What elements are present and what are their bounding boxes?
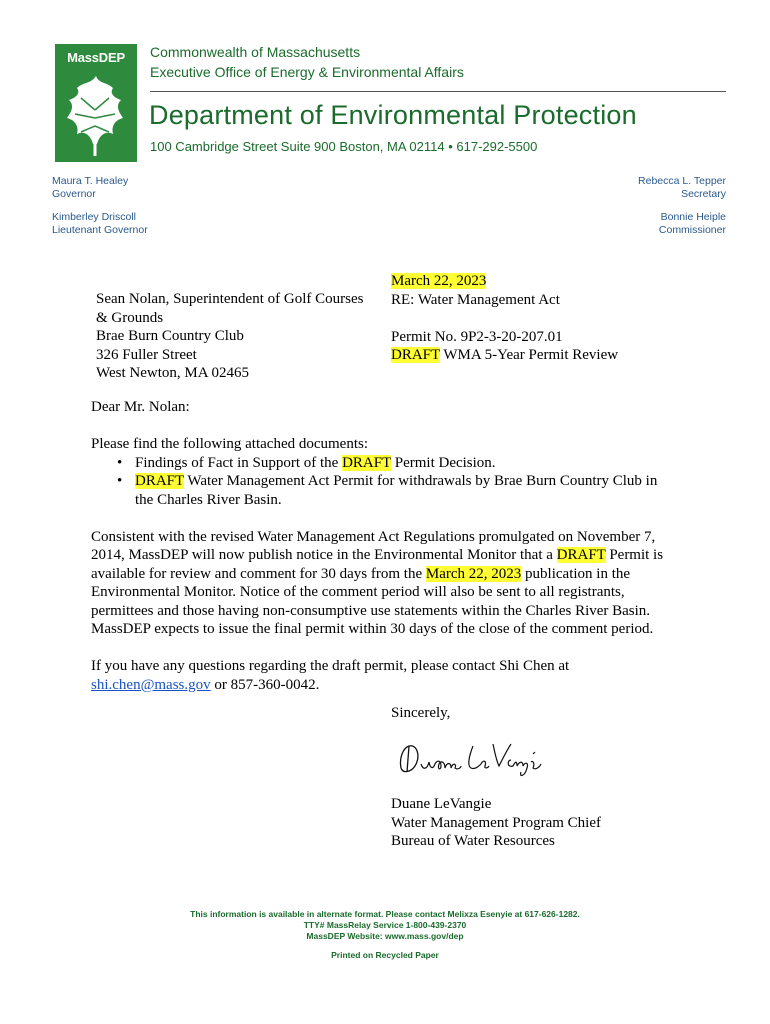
logo-text: MassDEP — [67, 50, 125, 65]
closing: Sincerely, — [391, 705, 451, 721]
handwritten-signature — [395, 738, 545, 780]
footer-website: MassDEP Website: www.mass.gov/dep — [306, 931, 464, 941]
official-lt-governor: Kimberley Driscoll Lieutenant Governor — [52, 211, 148, 236]
attachments-list — [91, 454, 741, 510]
footer-recycled: Printed on Recycled Paper — [331, 950, 439, 960]
recipient-address: Sean Nolan, Superintendent of Golf Courses & Grounds Brae Burn Country Club 326 Fuller Street West Newton, MA 02465 — [96, 291, 364, 381]
header-divider — [150, 91, 726, 92]
salutation: Dear Mr. Nolan: — [91, 399, 190, 415]
signer-title: Water Management Program Chief — [391, 814, 601, 831]
bullet-icon: • — [117, 473, 123, 489]
list-item: • Findings of Fact in Support of the DRAFT Permit Decision. — [117, 454, 496, 471]
signer-name: Duane LeVangie — [391, 796, 492, 812]
letter-meta — [391, 272, 618, 365]
permit-review-line: DRAFT WMA 5-Year Permit Review — [391, 347, 619, 363]
email-link[interactable]: shi.chen@mass.gov — [91, 676, 211, 693]
official-secretary: Rebecca L. Tepper Secretary — [638, 175, 726, 200]
department-address: 100 Cambridge Street Suite 900 Boston, MA 02114 • 617-292-5500 — [150, 139, 538, 154]
letter-body — [91, 398, 741, 694]
official-governor: Maura T. Healey Governor — [52, 175, 129, 200]
paragraph-contact: If you have any questions regarding the draft permit, please contact Shi Chen at shi.chen@mass.gov or 857-360-0042. — [91, 658, 570, 693]
department-title: Department of Environmental Protection — [149, 100, 637, 130]
letter-date: March 22, 2023 — [391, 273, 487, 289]
official-commissioner: Bonnie Heiple Commissioner — [658, 211, 726, 236]
attachments-intro: Please find the following attached documents: — [91, 436, 369, 452]
permit-number: Permit No. 9P2-3-20-207.01 — [391, 328, 563, 345]
oak-leaf-icon — [61, 70, 131, 158]
signature — [395, 738, 545, 780]
paragraph-notice: Consistent with the revised Water Management Act Regulations promulgated on November 7, 2014, MassDEP will now publish notice in the Environmental Monitor that a DRAFT Permit is available for review and comment for 30 days from the March 22, 2023 publication in the Environmental Monitor. Notice of the comment period will also be sent to all registrants, permittees and those having non-consumptive use statements within the Charles River Basin. MassDEP expects to issue the final permit within 30 days of the close of the comment period. — [91, 528, 664, 637]
footer-alt-format: This information is available in alternate format. Please contact Melixza Esenyie at 617-626-1282. — [190, 909, 580, 919]
signature-block — [391, 795, 601, 851]
header-commonwealth: Commonwealth of Massachusetts — [150, 44, 361, 60]
list-item: • DRAFT Water Management Act Permit for withdrawals by Brae Burn Country Club in the Charles River Basin. — [117, 473, 658, 508]
footer-tty: TTY# MassRelay Service 1-800-439-2370 — [303, 920, 467, 930]
footer — [0, 909, 770, 961]
re-line: RE: Water Management Act — [391, 291, 560, 308]
massdep-logo — [55, 44, 137, 162]
header-executive-office: Executive Office of Energy & Environmental Affairs — [150, 64, 464, 80]
bullet-icon: • — [117, 454, 123, 471]
signer-bureau: Bureau of Water Resources — [391, 833, 555, 849]
